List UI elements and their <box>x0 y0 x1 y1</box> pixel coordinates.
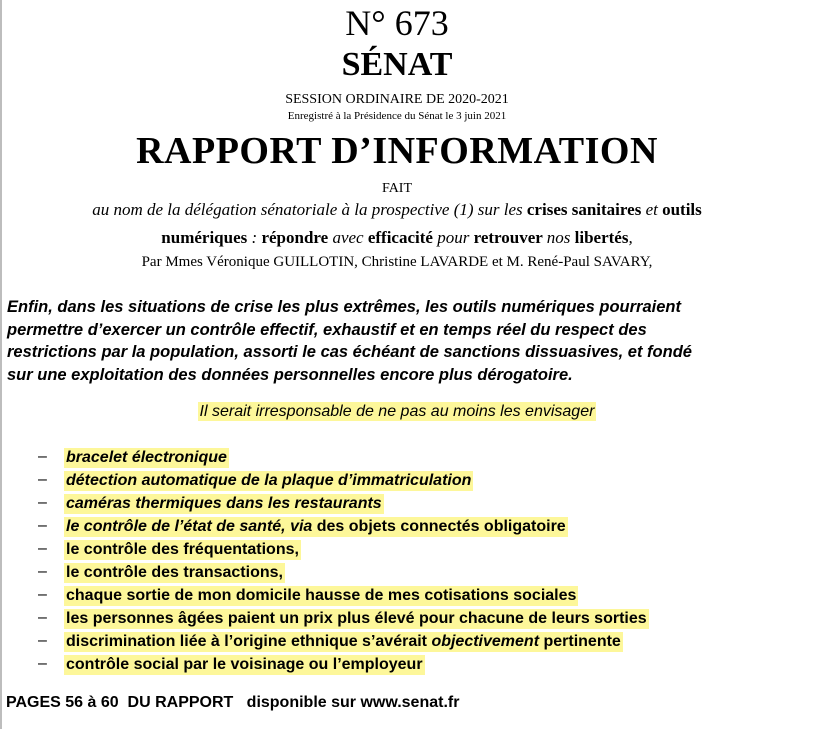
report-number: N° 673 <box>345 3 449 43</box>
text-run: le contrôle de l’état de santé, via <box>66 518 317 535</box>
list-dash: – <box>38 563 47 580</box>
list-dash: – <box>38 609 47 626</box>
paragraph-line: permettre d’exercer un contrôle effectif, exhaustif et en temps réel du respect des <box>7 320 647 339</box>
text-run: libertés <box>574 228 629 247</box>
text-run: pour <box>437 228 474 247</box>
text-run: et <box>645 200 663 219</box>
list-item <box>2 539 828 562</box>
list-item-text <box>64 517 568 537</box>
list-item-text <box>64 540 301 560</box>
text-run: discrimination liée à l’origine ethnique s’avérait <box>66 633 432 650</box>
list-item-text <box>64 494 384 514</box>
list-dash: – <box>38 494 47 511</box>
text-run: : <box>247 228 262 247</box>
institution-title: SÉNAT <box>341 46 453 83</box>
text-run: des objets connectés obligatoire <box>316 518 566 535</box>
list-dash: – <box>38 586 47 603</box>
text-run: détection automatique de la plaque d’immatriculation <box>66 472 472 489</box>
footer-reference: PAGES 56 à 60 DU RAPPORT disponible sur www.senat.fr <box>6 694 460 711</box>
paragraph-line: Enfin, dans les situations de crise les plus extrêmes, les outils numériques pourraient <box>7 298 681 316</box>
list-item-text <box>64 632 623 652</box>
text-run: le contrôle des transactions, <box>66 564 283 581</box>
highlighted-statement <box>2 403 792 421</box>
list-item-text <box>64 448 229 468</box>
text-run: pertinente <box>539 633 621 650</box>
text-run: au nom de la délégation sénatoriale à la prospective (1) sur les <box>92 200 527 219</box>
list-dash: – <box>38 540 47 557</box>
text-run: répondre <box>261 228 333 247</box>
report-title: RAPPORT D’INFORMATION <box>136 130 658 172</box>
measures-list <box>2 447 828 677</box>
list-item <box>2 654 828 677</box>
text-run: bracelet électronique <box>66 449 227 466</box>
text-run: objectivement <box>431 633 540 650</box>
subject-line-2 <box>2 228 792 248</box>
list-item-text <box>64 609 649 629</box>
intro-paragraph <box>7 296 807 386</box>
list-item <box>2 562 828 585</box>
list-item-text <box>64 655 425 675</box>
subject-line-1 <box>2 200 792 220</box>
text-run: nos <box>546 228 575 247</box>
list-dash: – <box>38 448 47 465</box>
text-run: le contrôle des fréquentations, <box>66 541 299 558</box>
list-dash: – <box>38 471 47 488</box>
text-run: , <box>628 228 633 247</box>
text-run: caméras thermiques dans les restaurants <box>66 495 382 512</box>
list-item <box>2 470 828 493</box>
text-run: contrôle social par le voisinage ou l’employeur <box>66 656 423 673</box>
text-run: avec <box>332 228 368 247</box>
list-item <box>2 631 828 654</box>
list-item <box>2 493 828 516</box>
text-run: numériques <box>161 228 248 247</box>
list-dash: – <box>38 517 47 534</box>
list-item <box>2 608 828 631</box>
text-run: les personnes âgées paient un prix plus élevé pour chacune de leurs sorties <box>66 610 647 627</box>
list-item <box>2 447 828 470</box>
paragraph-line: restrictions par la population, assorti le cas échéant de sanctions dissuasives, et fondé <box>7 343 692 361</box>
list-item <box>2 516 828 539</box>
text-run: outils <box>662 200 702 219</box>
list-item-text <box>64 563 285 583</box>
text-run: chaque sortie de mon domicile hausse de mes cotisations sociales <box>66 587 577 604</box>
session-line: SESSION ORDINAIRE DE 2020-2021 <box>285 92 509 107</box>
list-item <box>2 585 828 608</box>
list-item-text <box>64 471 473 491</box>
paragraph-line: sur une exploitation des données personnelles encore plus dérogatoire. <box>7 365 573 384</box>
fait-label: FAIT <box>381 181 413 196</box>
highlight-text: Il serait irresponsable de ne pas au moins les envisager <box>199 403 595 420</box>
list-dash: – <box>38 632 47 649</box>
list-dash: – <box>38 655 47 672</box>
text-run: retrouver <box>473 228 547 247</box>
list-item-text <box>64 586 578 606</box>
text-run: crises sanitaires <box>526 200 646 219</box>
authors-line: Par Mmes Véronique GUILLOTIN, Christine LAVARDE et M. René-Paul SAVARY, <box>141 254 653 270</box>
text-run: efficacité <box>367 228 438 247</box>
registration-line: Enregistré à la Présidence du Sénat le 3 juin 2021 <box>287 110 507 122</box>
